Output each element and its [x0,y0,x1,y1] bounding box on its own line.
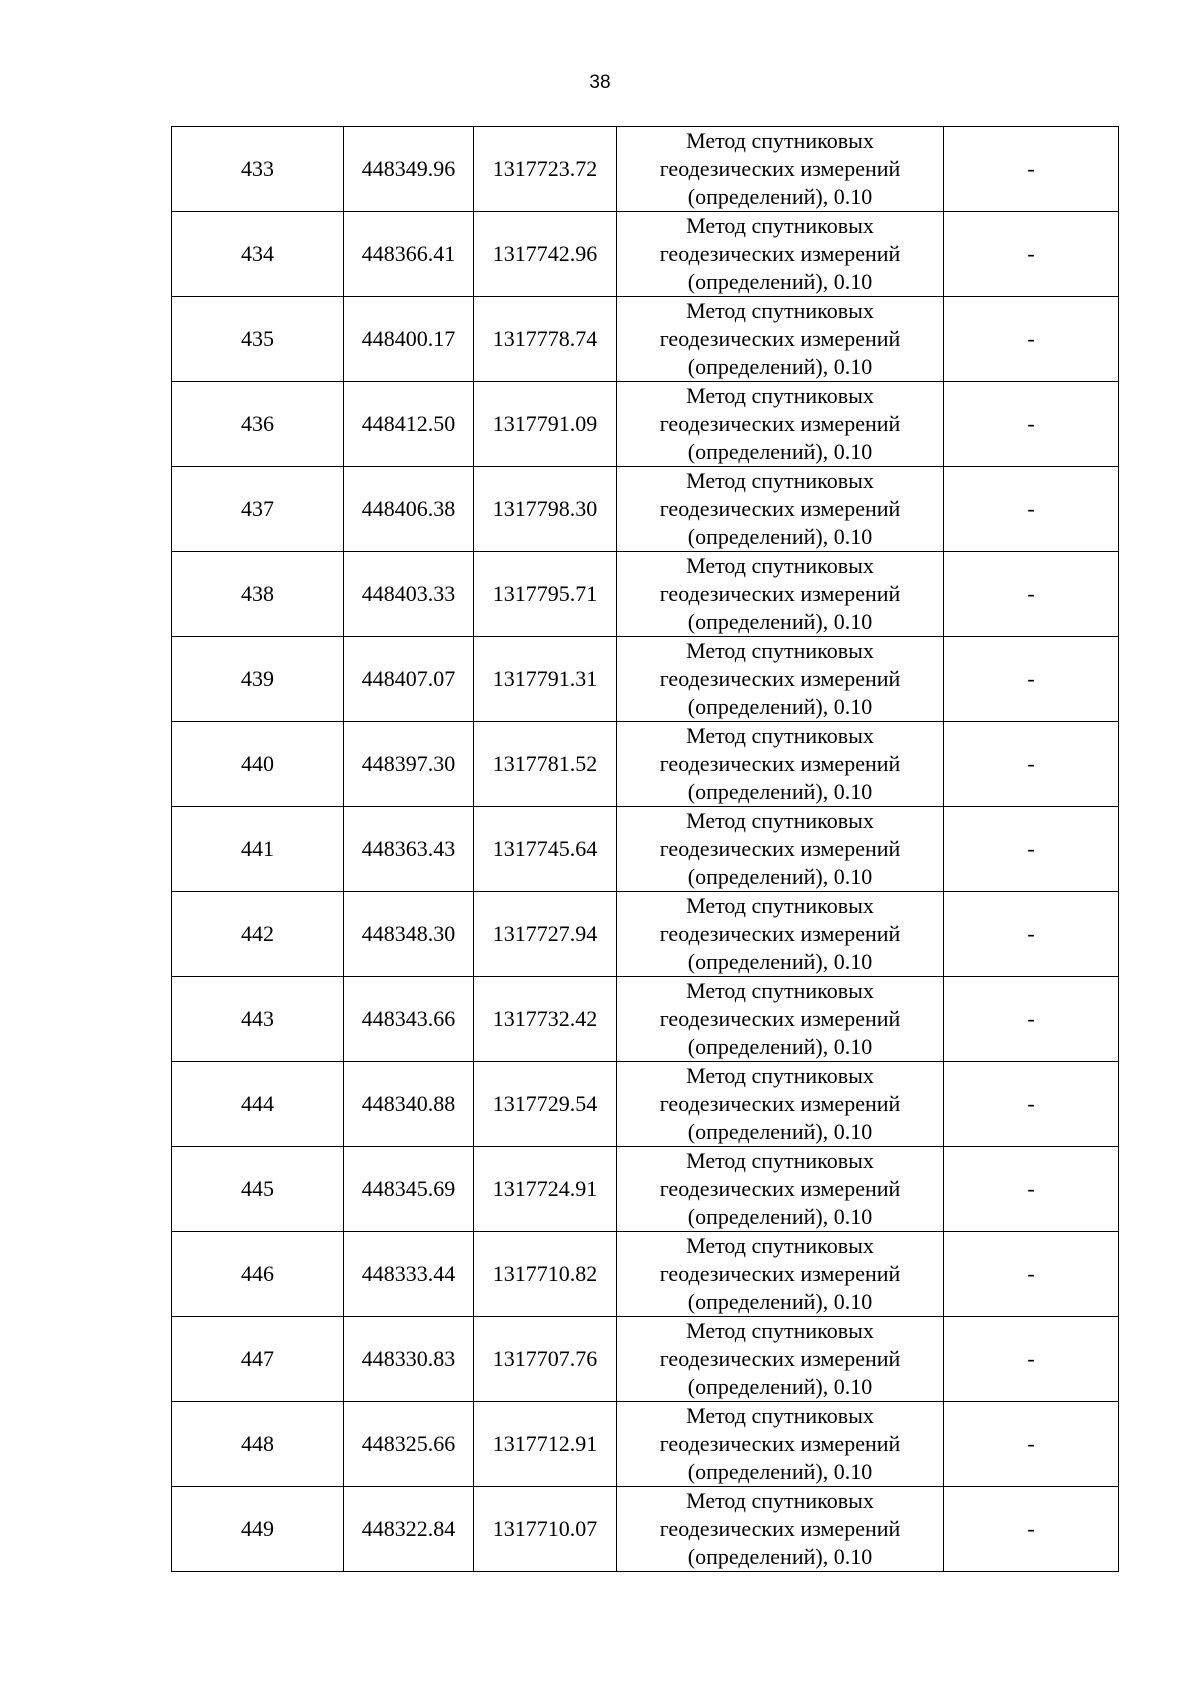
note-cell: - [944,722,1119,807]
method-line: Метод спутниковых [686,298,874,323]
table-row [172,297,1119,382]
x-coordinate-cell: 448407.07 [344,637,474,722]
point-number-cell: 449 [172,1487,344,1572]
table-row [172,1062,1119,1147]
method-line: геодезических измерений [659,581,901,606]
page-number: 38 [589,72,611,93]
method-line: Метод спутниковых [686,468,874,493]
y-coordinate-cell: 1317710.82 [474,1232,617,1317]
method-cell [617,1232,944,1317]
x-coordinate-cell: 448349.96 [344,127,474,212]
method-cell [617,637,944,722]
point-number-cell: 444 [172,1062,344,1147]
method-line: Метод спутниковых [686,213,874,238]
method-line: (определений), 0.10 [687,949,873,974]
note-cell: - [944,467,1119,552]
note-cell: - [944,637,1119,722]
point-number-cell: 440 [172,722,344,807]
method-line: (определений), 0.10 [687,184,873,209]
method-line: геодезических измерений [659,1006,901,1031]
table-row [172,977,1119,1062]
method-line: геодезических измерений [659,156,901,181]
point-number-cell: 438 [172,552,344,637]
y-coordinate-cell: 1317781.52 [474,722,617,807]
table-row [172,127,1119,212]
coordinates-table [171,126,1119,1572]
y-coordinate-cell: 1317729.54 [474,1062,617,1147]
y-coordinate-cell: 1317791.09 [474,382,617,467]
y-coordinate-cell: 1317745.64 [474,807,617,892]
note-cell: - [944,1062,1119,1147]
method-line: (определений), 0.10 [687,269,873,294]
method-line: Метод спутниковых [686,893,874,918]
y-coordinate-cell: 1317727.94 [474,892,617,977]
x-coordinate-cell: 448348.30 [344,892,474,977]
x-coordinate-cell: 448325.66 [344,1402,474,1487]
table-row [172,722,1119,807]
method-line: геодезических измерений [659,1346,901,1371]
method-line: геодезических измерений [659,326,901,351]
note-cell: - [944,807,1119,892]
method-line: (определений), 0.10 [687,1034,873,1059]
method-cell [617,127,944,212]
method-line: геодезических измерений [659,1261,901,1286]
method-line: (определений), 0.10 [687,524,873,549]
method-cell [617,552,944,637]
method-line: геодезических измерений [659,1091,901,1116]
method-cell [617,212,944,297]
method-line: Метод спутниковых [686,1148,874,1173]
point-number-cell: 445 [172,1147,344,1232]
x-coordinate-cell: 448366.41 [344,212,474,297]
method-cell [617,1487,944,1572]
note-cell: - [944,297,1119,382]
method-line: Метод спутниковых [686,128,874,153]
note-cell: - [944,1232,1119,1317]
method-line: геодезических измерений [659,751,901,776]
method-line: Метод спутниковых [686,383,874,408]
note-cell: - [944,977,1119,1062]
method-cell [617,722,944,807]
table-row [172,1487,1119,1572]
method-line: (определений), 0.10 [687,1289,873,1314]
y-coordinate-cell: 1317795.71 [474,552,617,637]
y-coordinate-cell: 1317732.42 [474,977,617,1062]
note-cell: - [944,127,1119,212]
x-coordinate-cell: 448363.43 [344,807,474,892]
method-line: Метод спутниковых [686,808,874,833]
method-cell [617,892,944,977]
method-line: геодезических измерений [659,1176,901,1201]
x-coordinate-cell: 448397.30 [344,722,474,807]
method-line: геодезических измерений [659,241,901,266]
y-coordinate-cell: 1317791.31 [474,637,617,722]
note-cell: - [944,1147,1119,1232]
table-row [172,552,1119,637]
table-row [172,637,1119,722]
x-coordinate-cell: 448345.69 [344,1147,474,1232]
method-cell [617,807,944,892]
y-coordinate-cell: 1317712.91 [474,1402,617,1487]
y-coordinate-cell: 1317798.30 [474,467,617,552]
method-line: (определений), 0.10 [687,1374,873,1399]
table-row [172,807,1119,892]
note-cell: - [944,382,1119,467]
method-line: Метод спутниковых [686,723,874,748]
y-coordinate-cell: 1317707.76 [474,1317,617,1402]
x-coordinate-cell: 448403.33 [344,552,474,637]
method-line: Метод спутниковых [686,553,874,578]
method-line: геодезических измерений [659,921,901,946]
method-line: (определений), 0.10 [687,354,873,379]
coordinates-table-body [172,127,1119,1572]
method-line: (определений), 0.10 [687,609,873,634]
method-line: Метод спутниковых [686,1233,874,1258]
x-coordinate-cell: 448340.88 [344,1062,474,1147]
method-line: геодезических измерений [659,411,901,436]
y-coordinate-cell: 1317742.96 [474,212,617,297]
method-line: (определений), 0.10 [687,1119,873,1144]
table-row [172,1232,1119,1317]
method-line: (определений), 0.10 [687,439,873,464]
x-coordinate-cell: 448322.84 [344,1487,474,1572]
note-cell: - [944,1402,1119,1487]
method-line: Метод спутниковых [686,978,874,1003]
method-cell [617,467,944,552]
table-row [172,382,1119,467]
method-line: геодезических измерений [659,1431,901,1456]
point-number-cell: 439 [172,637,344,722]
note-cell: - [944,892,1119,977]
method-cell [617,1317,944,1402]
note-cell: - [944,212,1119,297]
method-cell [617,297,944,382]
method-line: (определений), 0.10 [687,1204,873,1229]
y-coordinate-cell: 1317710.07 [474,1487,617,1572]
x-coordinate-cell: 448406.38 [344,467,474,552]
x-coordinate-cell: 448400.17 [344,297,474,382]
method-cell [617,1402,944,1487]
method-line: Метод спутниковых [686,1403,874,1428]
point-number-cell: 441 [172,807,344,892]
point-number-cell: 442 [172,892,344,977]
method-line: (определений), 0.10 [687,864,873,889]
method-cell [617,382,944,467]
method-line: (определений), 0.10 [687,1544,873,1569]
note-cell: - [944,1487,1119,1572]
point-number-cell: 435 [172,297,344,382]
method-line: Метод спутниковых [686,638,874,663]
point-number-cell: 443 [172,977,344,1062]
y-coordinate-cell: 1317723.72 [474,127,617,212]
table-row [172,1147,1119,1232]
method-cell [617,1062,944,1147]
point-number-cell: 436 [172,382,344,467]
note-cell: - [944,1317,1119,1402]
method-line: геодезических измерений [659,1516,901,1541]
table-row [172,1317,1119,1402]
method-line: Метод спутниковых [686,1063,874,1088]
x-coordinate-cell: 448333.44 [344,1232,474,1317]
method-line: геодезических измерений [659,836,901,861]
point-number-cell: 446 [172,1232,344,1317]
point-number-cell: 434 [172,212,344,297]
point-number-cell: 437 [172,467,344,552]
method-line: Метод спутниковых [686,1318,874,1343]
method-line: геодезических измерений [659,666,901,691]
note-cell: - [944,552,1119,637]
y-coordinate-cell: 1317778.74 [474,297,617,382]
y-coordinate-cell: 1317724.91 [474,1147,617,1232]
method-line: (определений), 0.10 [687,694,873,719]
point-number-cell: 447 [172,1317,344,1402]
method-line: Метод спутниковых [686,1488,874,1513]
table-row [172,892,1119,977]
point-number-cell: 448 [172,1402,344,1487]
method-line: геодезических измерений [659,496,901,521]
method-line: (определений), 0.10 [687,779,873,804]
method-line: (определений), 0.10 [687,1459,873,1484]
table-row [172,1402,1119,1487]
x-coordinate-cell: 448412.50 [344,382,474,467]
x-coordinate-cell: 448343.66 [344,977,474,1062]
table-row [172,467,1119,552]
point-number-cell: 433 [172,127,344,212]
x-coordinate-cell: 448330.83 [344,1317,474,1402]
method-cell [617,977,944,1062]
method-cell [617,1147,944,1232]
table-row [172,212,1119,297]
